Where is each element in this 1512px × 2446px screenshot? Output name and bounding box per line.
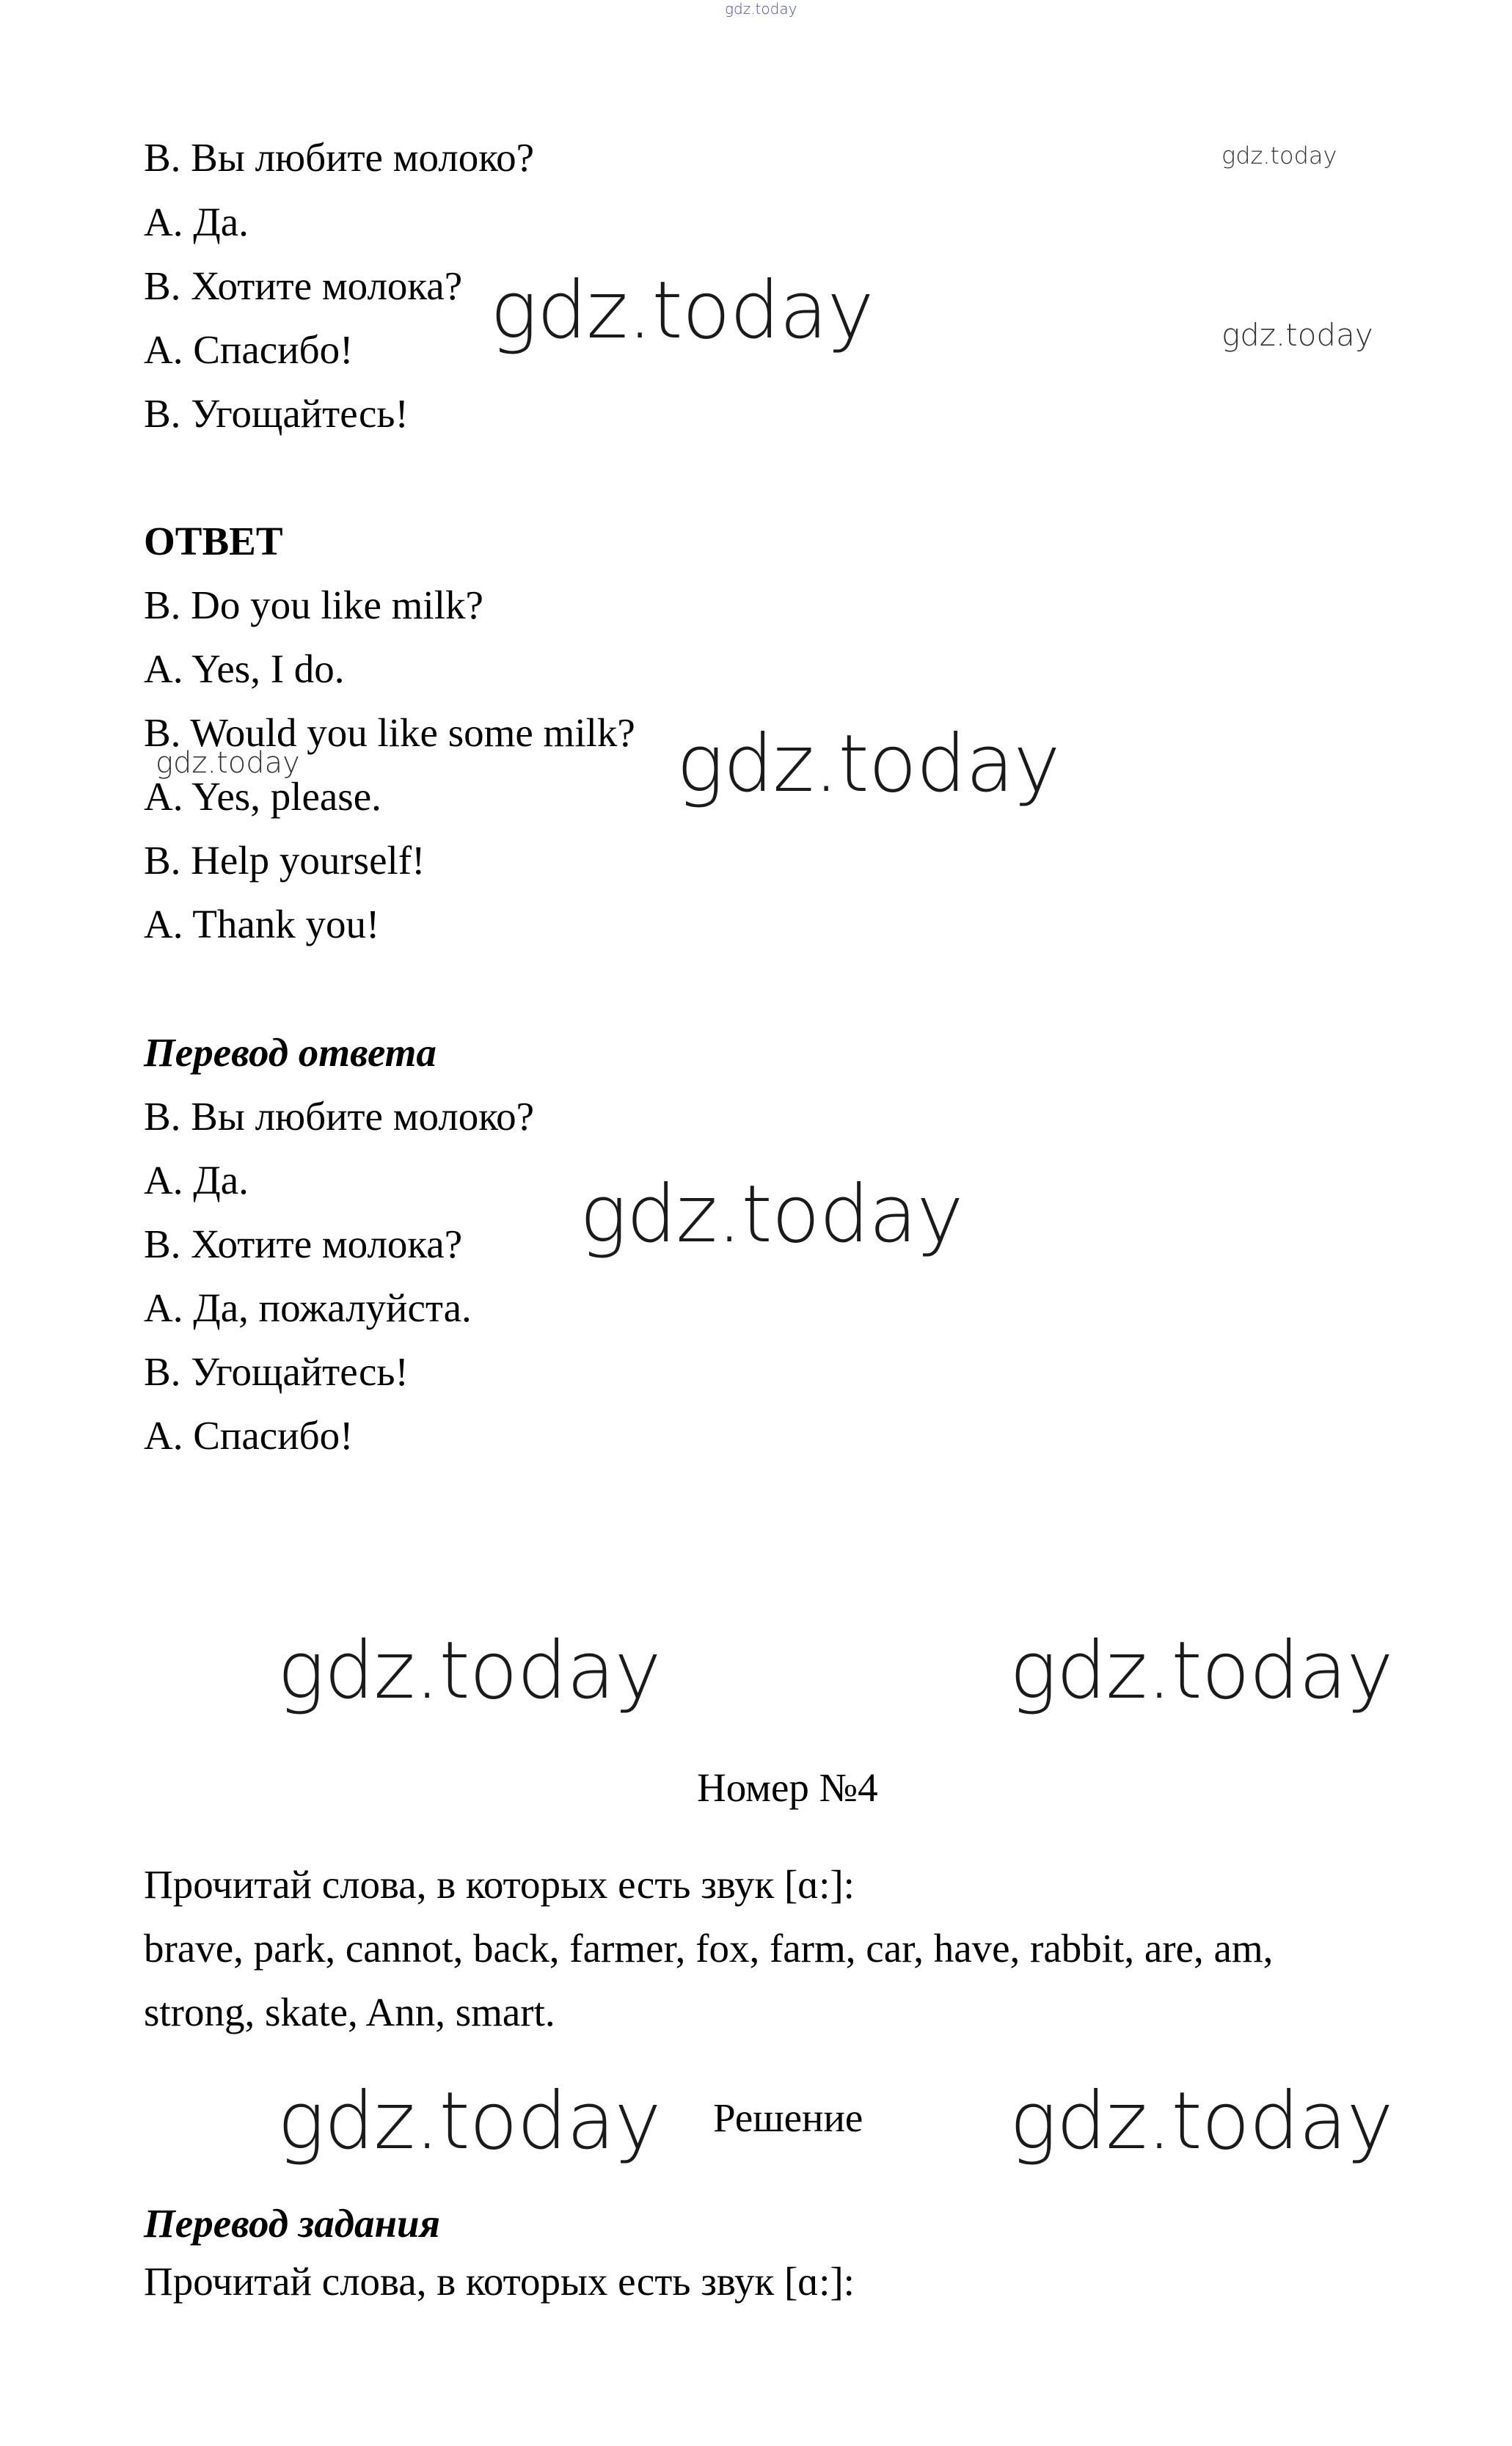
dialogue-line: A. Да.: [144, 200, 249, 244]
translation-line: B. Угощайтесь!: [144, 1349, 409, 1394]
answer-line: B. Do you like milk?: [144, 583, 483, 627]
answer-line: A. Yes, I do.: [144, 646, 345, 691]
translation-line: B. Хотите молока?: [144, 1222, 463, 1266]
watermark-2: gdz.today: [676, 718, 1060, 810]
watermark-1: gdz.today: [490, 265, 874, 357]
answer-line: B. Would you like some milk?: [144, 710, 635, 755]
solution-label: Решение: [713, 2095, 863, 2140]
translation-line: A. Да.: [144, 1158, 249, 1202]
answer-heading: ОТВЕТ: [144, 519, 283, 563]
watermark-corner-2: gdz.today: [1221, 317, 1373, 353]
dialogue-line: B. Вы любите молоко?: [144, 135, 535, 180]
answer-line: A. Thank you!: [144, 902, 380, 946]
answer-line: A. Yes, please.: [144, 774, 381, 819]
exercise-instruction: Прочитай слова, в которых есть звук [ɑ:]:: [144, 1862, 855, 1907]
exercise-words-line-1: brave, park, cannot, back, farmer, fox, farm, car, have, rabbit, are, am,: [144, 1926, 1274, 1971]
task-translation-text: Прочитай слова, в которых есть звук [ɑ:]:: [144, 2259, 855, 2304]
translation-line: B. Вы любите молоко?: [144, 1094, 535, 1139]
watermark-3: gdz.today: [580, 1169, 963, 1260]
dialogue-line: B. Хотите молока?: [144, 263, 463, 308]
answer-line: B. Help yourself!: [144, 838, 426, 883]
watermark-6: gdz.today: [277, 2076, 661, 2167]
watermark-top: gdz.today: [725, 0, 797, 18]
translation-line: A. Спасибо!: [144, 1413, 354, 1458]
exercise-words-line-2: strong, skate, Ann, smart.: [144, 1990, 555, 2034]
watermark-5: gdz.today: [1009, 1625, 1393, 1717]
watermark-corner-1: gdz.today: [1221, 142, 1337, 169]
task-translation-heading: Перевод задания: [144, 2201, 440, 2246]
exercise-number: Номер №4: [697, 1765, 878, 1810]
translation-heading: Перевод ответа: [144, 1030, 437, 1075]
translation-line: A. Да, пожалуйста.: [144, 1285, 472, 1330]
dialogue-line: A. Спасибо!: [144, 327, 354, 372]
watermark-4: gdz.today: [277, 1625, 661, 1717]
watermark-small-left: gdz.today: [156, 746, 300, 780]
watermark-7: gdz.today: [1009, 2076, 1393, 2167]
dialogue-line: B. Угощайтесь!: [144, 391, 409, 436]
